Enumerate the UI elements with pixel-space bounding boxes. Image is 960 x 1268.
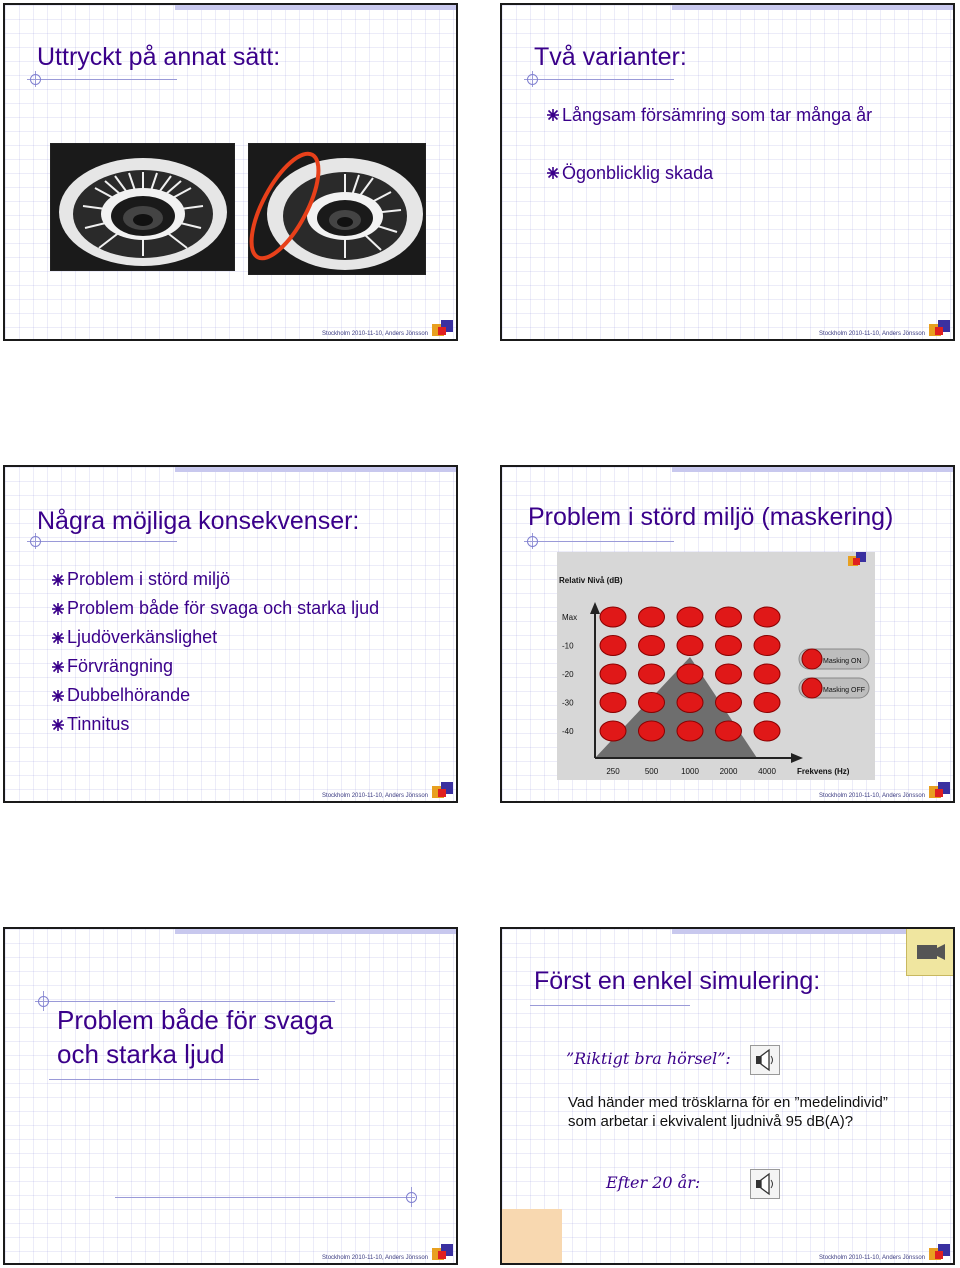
- question-line-2: som arbetar i ekvivalent ljudnivå 95 dB(A)?: [568, 1113, 854, 1130]
- logo-icon: [929, 320, 951, 338]
- logo-icon: [432, 1244, 454, 1262]
- after-years-label: Efter 20 år:: [606, 1173, 701, 1192]
- corner-decoration: [502, 1209, 562, 1263]
- title-circle: [527, 536, 538, 547]
- speaker-icon[interactable]: [750, 1169, 780, 1199]
- level-dot[interactable]: [754, 721, 780, 741]
- list-item: [51, 710, 379, 739]
- masking-off-indicator: [802, 678, 822, 698]
- bullet-text: Dubbelhörande: [67, 685, 191, 705]
- footer-text: Stockholm 2010-11-10, Anders Jönsson: [819, 793, 925, 799]
- list-item: [546, 161, 872, 185]
- level-dot[interactable]: [677, 636, 703, 656]
- title-underline: [524, 541, 674, 542]
- slide-6: [500, 927, 955, 1265]
- slide-title-line2: och starka ljud: [57, 1039, 225, 1069]
- x-tick-label: 250: [606, 767, 620, 776]
- lower-rule: [115, 1197, 415, 1198]
- level-dot[interactable]: [716, 607, 742, 627]
- y-tick-label: -30: [562, 698, 574, 708]
- bullet-icon: [546, 108, 560, 122]
- slide-title: Först en enkel simulering:: [534, 967, 821, 995]
- list-item: [51, 623, 379, 652]
- x-axis-title: Frekvens (Hz): [797, 767, 850, 776]
- level-dot[interactable]: [716, 693, 742, 713]
- bullet-text: Ljudöverkänslighet: [67, 627, 218, 647]
- footer-text: Stockholm 2010-11-10, Anders Jönsson: [819, 1255, 925, 1261]
- masking-chart: [557, 552, 875, 780]
- list-item: [51, 681, 379, 710]
- title-circle: [30, 536, 41, 547]
- logo-icon: [929, 782, 951, 800]
- bullet-text: Tinnitus: [67, 714, 130, 734]
- bullet-text: Förvrängning: [67, 656, 174, 676]
- masking-on-label: Masking ON: [823, 658, 862, 665]
- slide-title-line1: Problem både för svaga: [57, 1005, 334, 1035]
- x-tick-label: 1000: [681, 767, 699, 776]
- level-dot[interactable]: [600, 664, 626, 684]
- logo-icon: [432, 782, 454, 800]
- slide-title: Uttryckt på annat sätt:: [37, 43, 281, 71]
- video-camera-icon[interactable]: [906, 929, 953, 976]
- level-dot[interactable]: [754, 607, 780, 627]
- bullet-text: Problem i störd miljö: [67, 569, 231, 589]
- level-dot[interactable]: [600, 636, 626, 656]
- y-tick-label: -10: [562, 641, 574, 651]
- slide-2: [500, 3, 955, 341]
- footer-text: Stockholm 2010-11-10, Anders Jönsson: [322, 793, 428, 799]
- level-dot[interactable]: [754, 693, 780, 713]
- title-underline: [27, 79, 177, 80]
- footer-text: Stockholm 2010-11-10, Anders Jönsson: [322, 1255, 428, 1261]
- masking-on-button[interactable]: [799, 649, 869, 669]
- level-dot[interactable]: [639, 607, 665, 627]
- speaker-icon[interactable]: [750, 1045, 780, 1075]
- masking-off-button[interactable]: [799, 678, 869, 698]
- bullet-icon: [51, 718, 65, 732]
- level-dot[interactable]: [677, 607, 703, 627]
- slide-title: Två varianter:: [534, 43, 687, 71]
- x-tick-label: 500: [644, 767, 659, 776]
- level-dot[interactable]: [639, 636, 665, 656]
- slide-title: Några möjliga konsekvenser:: [37, 507, 360, 535]
- bullet-text: Problem både för svaga och starka ljud: [67, 598, 380, 618]
- upper-rule: [35, 1001, 335, 1002]
- question-line-1: Vad händer med trösklarna för en ”medelindivid”: [568, 1094, 888, 1111]
- top-band: [672, 467, 953, 472]
- footer-text: Stockholm 2010-11-10, Anders Jönsson: [322, 331, 428, 337]
- level-dot[interactable]: [677, 693, 703, 713]
- normal-hearing-label: ”Riktigt bra hörsel”:: [566, 1049, 731, 1068]
- x-tick-label: 2000: [719, 767, 738, 776]
- level-dot[interactable]: [716, 664, 742, 684]
- list-item: [546, 103, 872, 127]
- bullet-icon: [546, 166, 560, 180]
- eye-photo-damaged: [248, 143, 426, 275]
- bullet-text: Ögonblicklig skada: [562, 162, 714, 183]
- title-underline: [49, 1079, 259, 1080]
- bullet-list: [546, 103, 872, 185]
- upper-circle: [38, 996, 49, 1007]
- bullet-text: Långsam försämring som tar många år: [562, 104, 873, 125]
- top-band: [175, 929, 456, 934]
- logo-icon: [432, 320, 454, 338]
- top-band: [175, 467, 456, 472]
- list-item: [51, 565, 379, 594]
- level-dot[interactable]: [639, 664, 665, 684]
- slide-title: Problem i störd miljö (maskering): [528, 503, 894, 531]
- y-tick-label: -20: [562, 670, 574, 679]
- bullet-icon: [51, 573, 65, 587]
- bullet-list: [51, 565, 379, 739]
- title-underline: [530, 1005, 690, 1006]
- top-band: [175, 5, 456, 10]
- level-dot[interactable]: [600, 693, 626, 713]
- level-dot[interactable]: [754, 636, 780, 656]
- list-item: [51, 594, 379, 623]
- title-underline: [27, 541, 177, 542]
- level-dot[interactable]: [600, 607, 626, 627]
- masking-off-label: Masking OFF: [823, 687, 866, 694]
- logo-icon: [929, 1244, 951, 1262]
- level-dot[interactable]: [639, 693, 665, 713]
- list-item: [51, 652, 379, 681]
- level-dot[interactable]: [754, 664, 780, 684]
- bullet-icon: [51, 689, 65, 703]
- top-band: [672, 5, 953, 10]
- footer-text: Stockholm 2010-11-10, Anders Jönsson: [819, 331, 925, 337]
- slide-3: [3, 465, 458, 803]
- slide-5: [3, 927, 458, 1265]
- slide-4: [500, 465, 955, 803]
- bullet-icon: [51, 660, 65, 674]
- level-dot[interactable]: [716, 636, 742, 656]
- level-dot[interactable]: [639, 721, 665, 741]
- y-tick-label: Max: [562, 613, 578, 622]
- level-dot[interactable]: [677, 721, 703, 741]
- bullet-icon: [51, 602, 65, 616]
- lower-circle: [406, 1192, 417, 1203]
- eye-photo-normal: [50, 143, 235, 271]
- y-tick-label: -40: [562, 727, 574, 736]
- slide-1: [3, 3, 458, 341]
- bullet-icon: [51, 631, 65, 645]
- level-dot[interactable]: [716, 721, 742, 741]
- title-circle: [527, 74, 538, 85]
- level-dot[interactable]: [600, 721, 626, 741]
- y-axis-title: Relativ Nivå (dB): [559, 576, 623, 585]
- title-circle: [30, 74, 41, 85]
- x-tick-label: 4000: [758, 767, 776, 776]
- level-dot[interactable]: [677, 664, 703, 684]
- title-underline: [524, 79, 674, 80]
- masking-on-indicator: [802, 649, 822, 669]
- masking-chart-svg: [557, 552, 875, 780]
